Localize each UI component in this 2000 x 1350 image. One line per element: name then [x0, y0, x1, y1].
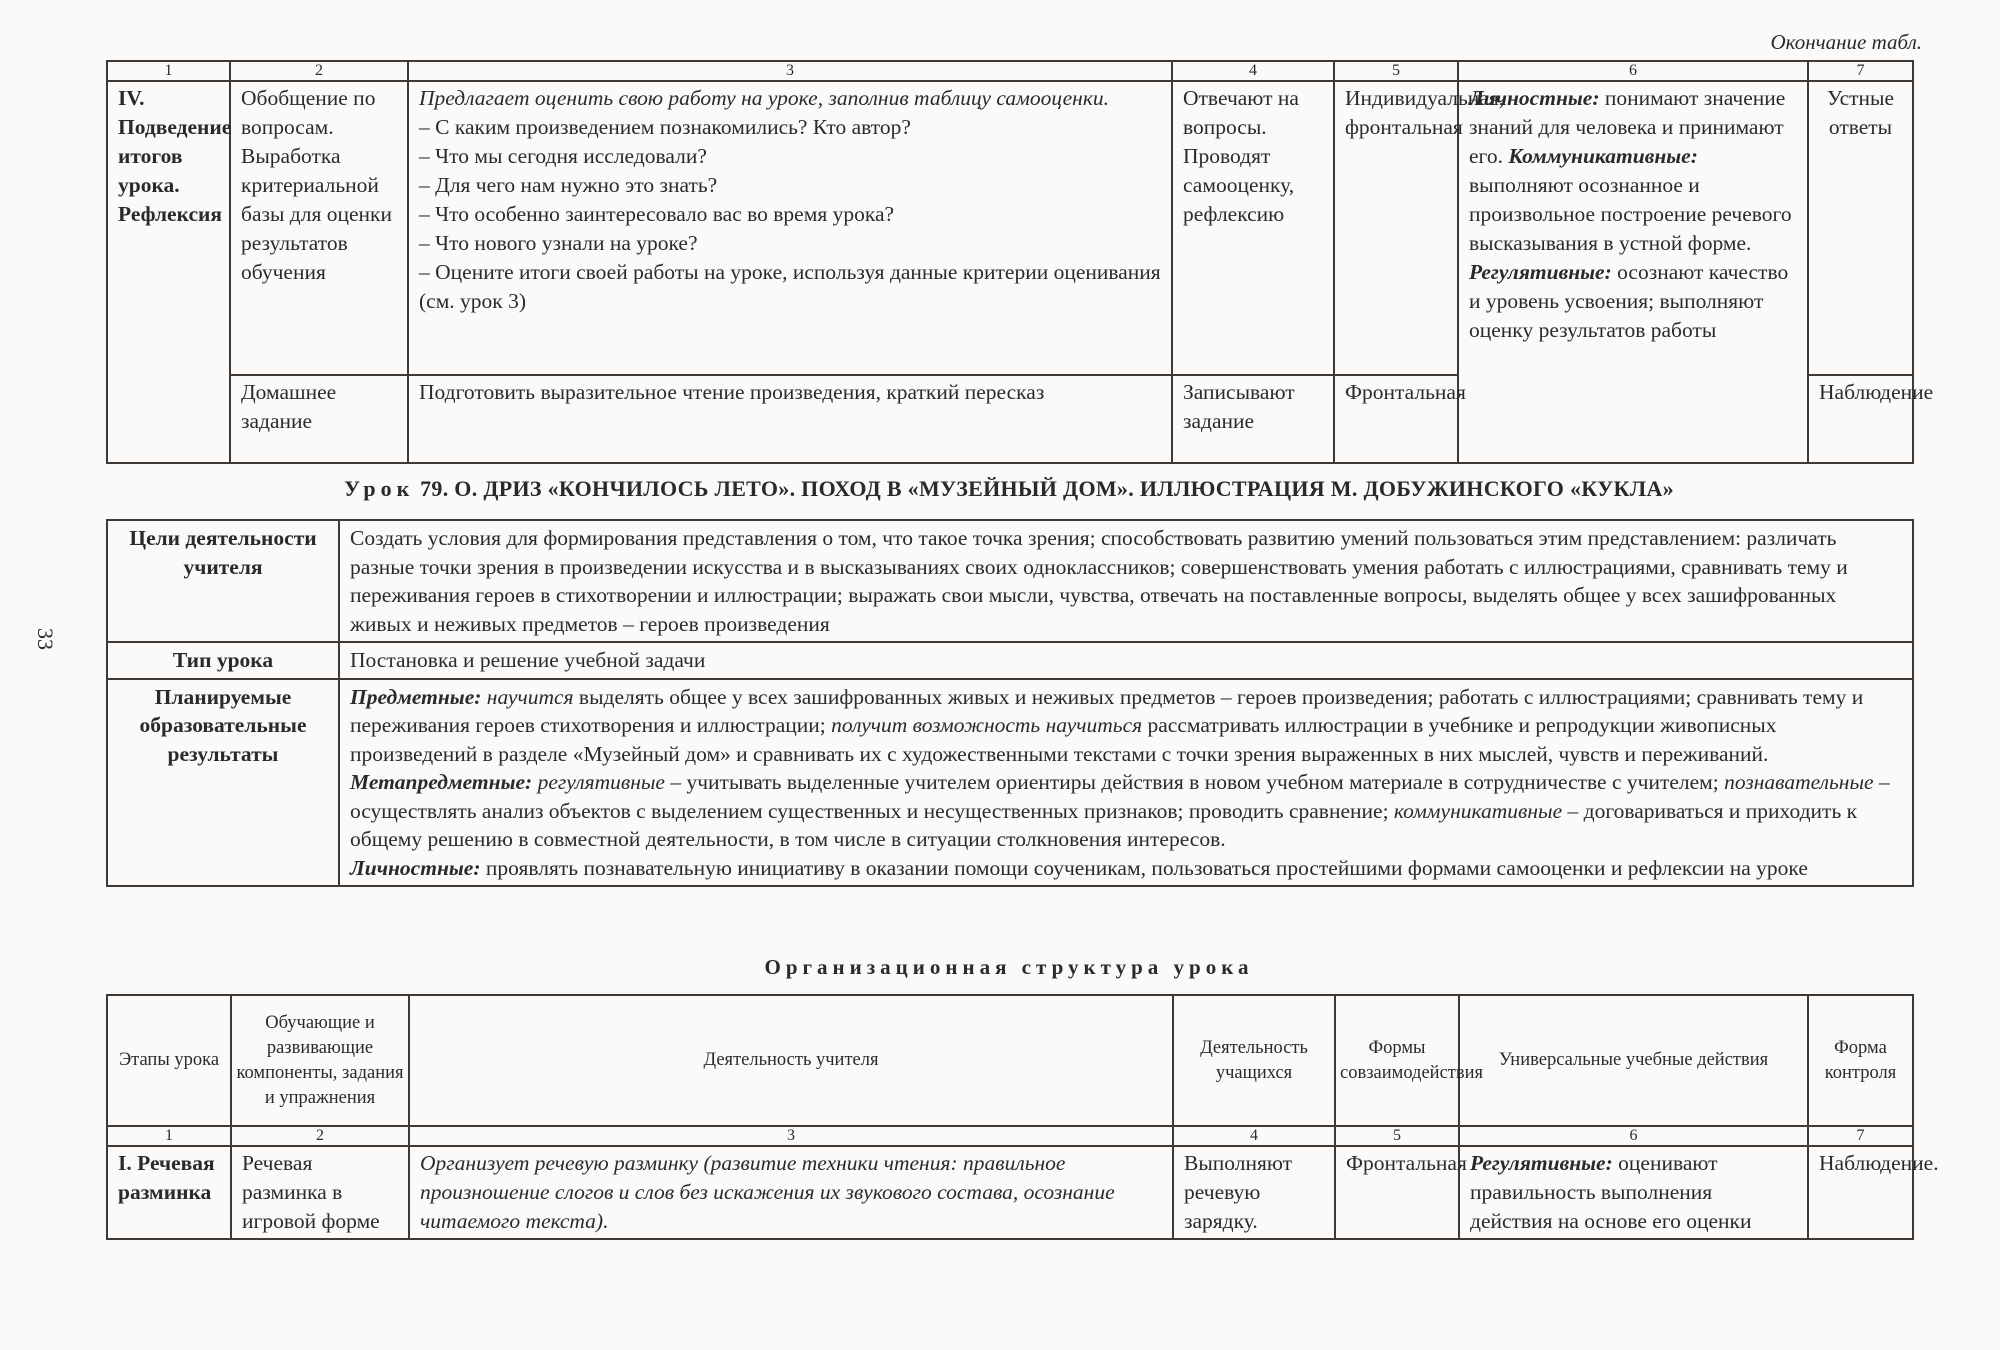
teacher-intro: Предлагает оценить свою работу на уроке, заполнив таблицу самооценки. — [419, 86, 1110, 110]
table-row — [107, 679, 1913, 887]
question-item: – Что особенно заинтересовало вас во время урока? — [419, 202, 895, 226]
uud-personal-text: понимают значение знаний для человека и принимают его. — [1469, 86, 1786, 168]
stage-cell: IV. Подведение итогов урока. Рефлексия — [107, 81, 230, 463]
type-text: Постановка и решение учебной задачи — [339, 642, 1913, 679]
table-row — [107, 81, 1913, 375]
stage-cell: I. Речевая разминка — [107, 1146, 231, 1239]
question-item: – Что мы сегодня исследовали? — [419, 144, 707, 168]
subject-text: выделять общее у всех зашифрованных живых и неживых предметов – героев произведения; работать с иллюстрациями; сравнивать тему и переживания героев стихотворения и иллюстрации; — [350, 684, 1864, 737]
lesson-title — [106, 476, 1912, 502]
col-num: 1 — [107, 61, 230, 81]
uud-regulative-text: осознают качество и уровень усвоения; выполняют оценку результатов работы — [1469, 260, 1789, 342]
components-cell: Домашнее задание — [230, 375, 408, 463]
table-row — [107, 520, 1913, 642]
meta-communicative-label: коммуникативные — [1393, 798, 1563, 823]
column-header: Деятельность учителя — [409, 995, 1173, 1126]
goals-label: Цели деятельности учителя — [107, 520, 339, 642]
type-label: Тип урока — [107, 642, 339, 679]
col-num: 5 — [1335, 1126, 1459, 1146]
students-activity-cell: Записывают задание — [1172, 375, 1334, 463]
results-label: Планируемые образовательные результаты — [107, 679, 339, 887]
col-num: 2 — [230, 61, 408, 81]
forms-cell: Индивидуальная, фронтальная — [1334, 81, 1458, 375]
meta-cognitive-label: познавательные — [1724, 770, 1874, 794]
meta-cognitive-text: – осуществлять анализ объектов с выделением существенных и несущественных признаков; проводить сравнение; — [350, 770, 1890, 823]
continuation-note: Окончание табл. — [1770, 30, 1922, 54]
meta-regulative-label: регулятивные — [537, 770, 665, 794]
control-cell: Устные ответы — [1808, 81, 1913, 375]
column-header: Деятельность учащихся — [1173, 995, 1335, 1126]
control-cell: Наблюдение — [1808, 375, 1913, 463]
col-num: 7 — [1808, 1126, 1913, 1146]
uud-communicative-label: Коммуникативные: — [1508, 144, 1698, 168]
meta-regulative-text: – учитывать выделенные учителем ориентиры действия в новом учебном материале в сотрудничестве с учителем; — [670, 770, 1719, 794]
lesson-title-prefix: Урок — [344, 476, 415, 501]
col-num: 1 — [107, 1126, 231, 1146]
question-item: – С каким произведением познакомились? Кто автор? — [419, 115, 911, 139]
personal-text: проявлять познавательную инициативу в оказании помощи соученикам, пользоваться простейшими формами самооценки и рефлексии на уроке — [485, 855, 1808, 880]
question-item: – Для чего нам нужно это знать? — [419, 173, 718, 197]
col-num: 5 — [1334, 61, 1458, 81]
col-num: 4 — [1173, 1126, 1335, 1146]
column-number-row — [107, 61, 1913, 81]
table-previous-lesson-ending — [106, 60, 1934, 464]
results-text — [339, 679, 1913, 887]
table-lesson-goals — [106, 519, 1914, 887]
teacher-activity-cell — [408, 81, 1172, 375]
question-item: – Оцените итоги своей работы на уроке, используя данные критерии оценивания (см. урок 3) — [419, 260, 1161, 313]
col-num: 6 — [1459, 1126, 1808, 1146]
table-row — [107, 642, 1913, 679]
uud-regulative-label: Регулятивные: — [1470, 1151, 1613, 1175]
subject-text: рассматривать иллюстрации в учебнике и репродукции живописных произведений в разделе «Музейный дом» и сравнивать их с художественными текстами с точки зрения выраженных в них мыслей, чувств и переживаний. — [350, 713, 1777, 766]
meta-label: Метапредметные: — [350, 770, 533, 794]
uud-communicative-text: выполняют осознанное и произвольное построение речевого высказывания в устной форме. — [1469, 173, 1792, 255]
forms-cell: Фронтальная — [1334, 375, 1458, 463]
lesson-title-text: 79. О. ДРИЗ «КОНЧИЛОСЬ ЛЕТО». ПОХОД В «МУЗЕЙНЫЙ ДОМ». ИЛЛЮСТРАЦИЯ М. ДОБУЖИНСКОГО «КУКЛА» — [420, 476, 1674, 501]
uud-regulative-text: оценивают правильность выполнения действия на основе его оценки — [1470, 1151, 1752, 1233]
table-lesson-structure — [106, 994, 1939, 1240]
teacher-activity-cell: Подготовить выразительное чтение произведения, краткий пересказ — [408, 375, 1172, 463]
uud-cell — [1458, 81, 1808, 463]
students-activity-cell: Отвечают на вопросы. Проводят самооценку, рефлексию — [1172, 81, 1334, 375]
col-num: 7 — [1808, 61, 1913, 81]
components-cell: Обобщение по вопросам. Выработка критериальной базы для оценки результатов обучения — [230, 81, 408, 375]
forms-cell: Фронтальная — [1335, 1146, 1459, 1239]
teacher-activity-cell: Организует речевую разминку (развитие техники чтения: правильное произношение слогов и слов без искажения их звукового состава, осознание читаемого текста). — [409, 1146, 1173, 1239]
column-number-row — [107, 1126, 1913, 1146]
col-num: 6 — [1458, 61, 1808, 81]
col-num: 4 — [1172, 61, 1334, 81]
column-header: Формы совзаимодействия — [1335, 995, 1459, 1126]
components-cell: Речевая разминка в игровой форме — [231, 1146, 409, 1239]
col-num: 2 — [231, 1126, 409, 1146]
header-row — [107, 995, 1913, 1126]
subject-label: Предметные: — [350, 684, 482, 709]
personal-label: Личностные: — [350, 855, 481, 880]
structure-title: Организационная структура урока — [764, 955, 1254, 979]
table-row — [107, 1146, 1913, 1239]
column-header: Этапы урока — [107, 995, 231, 1126]
control-cell: Наблюдение. — [1808, 1146, 1913, 1239]
uud-personal-label: Личностные: — [1469, 86, 1600, 110]
subject-will-learn: научится — [486, 684, 574, 709]
students-activity-cell: Выполняют речевую зарядку. — [1173, 1146, 1335, 1239]
question-item: – Что нового узнали на уроке? — [419, 231, 698, 255]
column-header: Форма контроля — [1808, 995, 1913, 1126]
col-num: 3 — [408, 61, 1172, 81]
column-header: Обучающие и развивающие компоненты, задания и упражнения — [231, 995, 409, 1126]
uud-cell — [1459, 1146, 1808, 1239]
meta-communicative-text: – договариваться и приходить к общему решению в совместной деятельности, в том числе в ситуации столкновения интересов. — [350, 798, 1858, 851]
subject-opportunity: получит возможность научиться — [831, 713, 1143, 737]
page-number: 33 — [33, 628, 58, 650]
goals-text: Создать условия для формирования представления о том, что такое точка зрения; способствовать развитию умений пользоваться этим представлением: различать разные точки зрения в произведении искусства и в высказываниях своих одноклассников; совершенствовать умения работать с иллюстрациями, сравнивать тему и переживания героев в стихотворении и иллюстрации; выражать свои мысли, чувства, отвечать на поставленные вопросы, выделять общее у всех зашифрованных живых и неживых предметов – героев произведения — [339, 520, 1913, 642]
col-num: 3 — [409, 1126, 1173, 1146]
uud-regulative-label: Регулятивные: — [1469, 260, 1612, 284]
column-header: Универсальные учебные действия — [1459, 995, 1808, 1126]
